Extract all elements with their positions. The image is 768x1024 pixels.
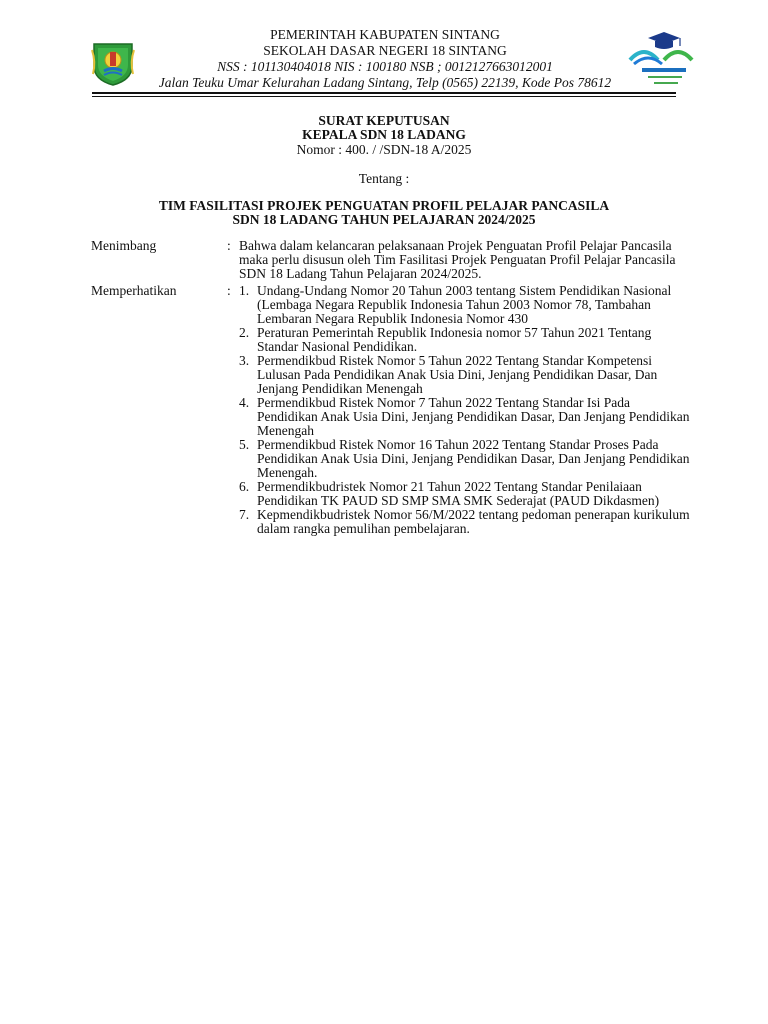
letterhead-school-ids: NSS : 101130404018 NIS : 100180 NSB ; 0012127663012001 [217, 59, 553, 74]
menimbang-colon: : [227, 238, 231, 253]
list-item-text: Permendikbud Ristek Nomor 16 Tahun 2022 Tentang Standar Proses Pada Pendidikan Anak Usia Dini, Jenjang Pendidikan Dasar, Dan Jenjang Pendidikan Menengah. [257, 437, 690, 480]
list-item-text: Permendikbudristek Nomor 21 Tahun 2022 Tentang Standar Penilaiaan Pendidikan TK PAUD SD SMP SMA SMK Sederajat (PAUD Dikdasmen) [257, 479, 660, 508]
decree-subject-line-1: TIM FASILITASI PROJEK PENGUATAN PROFIL PELAJAR PANCASILA [158, 198, 610, 213]
letterhead-address: Jalan Teuku Umar Kelurahan Ladang Sintang, Telp (0565) 22139, Kode Pos 78612 [158, 75, 612, 90]
menimbang-label: Menimbang [91, 238, 157, 253]
list-item-text: Permendikbud Ristek Nomor 7 Tahun 2022 Tentang Standar Isi Pada Pendidikan Anak Usia Dini, Jenjang Pendidikan Dasar, Dan Jenjang Pendidikan Menengah [257, 395, 690, 438]
list-item-number: 4. [239, 395, 250, 410]
regulation-list [239, 284, 691, 536]
letterhead-school-name: SEKOLAH DASAR NEGERI 18 SINTANG [263, 43, 507, 58]
list-item [239, 480, 691, 508]
letterhead-government: PEMERINTAH KABUPATEN SINTANG [270, 27, 500, 42]
list-item-text: Kepmendikbudristek Nomor 56/M/2022 tentang pedoman penerapan kurikulum dalam rangka pemulihan pembelajaran. [257, 507, 690, 536]
memperhatikan-section [91, 284, 691, 536]
memperhatikan-colon: : [227, 283, 231, 298]
letterhead-rule-thick [92, 92, 676, 94]
decree-title: SURAT KEPUTUSAN [318, 113, 450, 128]
list-item-number: 5. [239, 437, 250, 452]
decree-subject-line-2: SDN 18 LADANG TAHUN PELAJARAN 2024/2025 [232, 212, 536, 227]
decree-number: Nomor : 400. / /SDN-18 A/2025 [296, 142, 472, 157]
decree-issuer: KEPALA SDN 18 LADANG [302, 127, 466, 142]
list-item-number: 7. [239, 507, 250, 522]
list-item [239, 284, 691, 326]
list-item-number: 1. [239, 283, 250, 298]
list-item [239, 326, 691, 354]
list-item-number: 3. [239, 353, 250, 368]
menimbang-text: Bahwa dalam kelancaran pelaksanaan Projek Penguatan Profil Pelajar Pancasila maka perlu disusun oleh Tim Fasilitasi Projek Penguatan Profil Pelajar Pancasila SDN 18 Ladang Tahun Pelajaran 2024/2025. [239, 238, 676, 281]
list-item-text: Undang-Undang Nomor 20 Tahun 2003 tentang Sistem Pendidikan Nasional (Lembaga Negara Republik Indonesia Tahun 2003 Nomor 78, Tambahan Lembaran Negara Republik Indonesia Nomor 430 [257, 283, 672, 326]
list-item-number: 6. [239, 479, 250, 494]
list-item-text: Permendikbud Ristek Nomor 5 Tahun 2022 Tentang Standar Kompetensi Lulusan Pada Pendidikan Anak Usia Dini, Jenjang Pendidikan Dasar, Dan Jenjang Pendidikan Menengah [257, 353, 658, 396]
list-item [239, 354, 691, 396]
memperhatikan-label: Memperhatikan [91, 283, 177, 298]
list-item-text: Peraturan Pemerintah Republik Indonesia nomor 57 Tahun 2021 Tentang Standar Nasional Pendidikan. [257, 325, 652, 354]
menimbang-section [91, 239, 691, 281]
decree-tentang-label: Tentang : [358, 171, 410, 186]
list-item-number: 2. [239, 325, 250, 340]
letterhead-rule-thin [92, 96, 676, 97]
decree-body [91, 239, 691, 536]
list-item [239, 508, 691, 536]
list-item [239, 396, 691, 438]
list-item [239, 438, 691, 480]
